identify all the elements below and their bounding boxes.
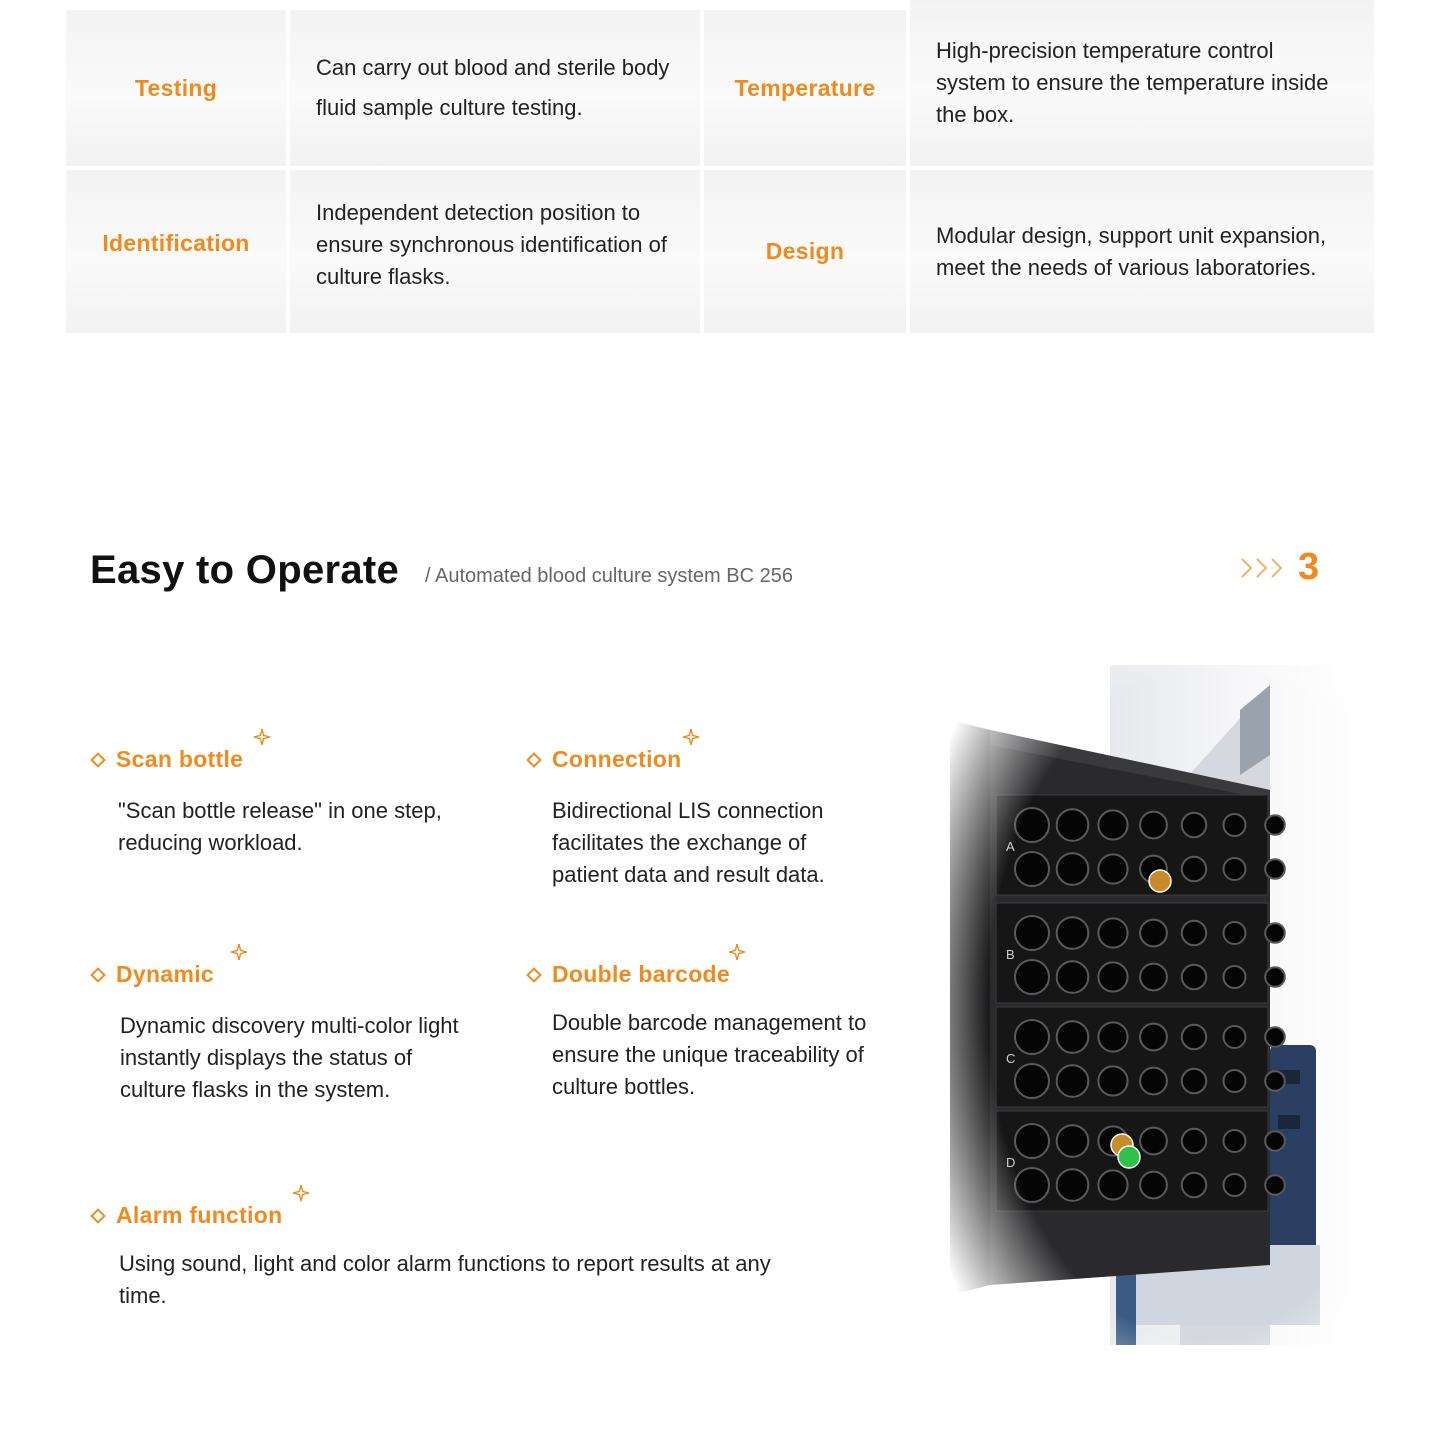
- spec-value-temperature: High-precision temperature control system to ensure the temperature inside the box.: [936, 38, 1329, 127]
- spec-key-design: Design: [765, 238, 845, 264]
- spec-key-temperature: Temperature: [734, 74, 876, 101]
- feature-desc-alarm: Using sound, light and color alarm functions to report results at any time.: [119, 1251, 771, 1308]
- spec-key-cell: [66, 10, 286, 166]
- spec-key-cell: [66, 170, 286, 333]
- spec-key-identification: Identification: [102, 230, 250, 256]
- diamond-bullet-icon: [90, 1208, 106, 1224]
- sparkle-icon: [682, 728, 700, 746]
- diamond-bullet-icon: [90, 967, 106, 983]
- spec-value-cell: [290, 170, 700, 333]
- spec-key-cell: [704, 10, 906, 166]
- spec-value-cell: [910, 0, 1374, 166]
- feature-desc-connection: Bidirectional LIS connection facilitates the exchange of patient data and result data.: [552, 798, 825, 887]
- feature-desc-dynamic: Dynamic discovery multi-color light instantly displays the status of culture flasks in the system.: [120, 1013, 459, 1102]
- section-number-badge: [1240, 546, 1319, 589]
- sparkle-icon: [230, 943, 248, 961]
- section-subtitle: / Automated blood culture system BC 256: [425, 565, 793, 587]
- section-title: Easy to Operate: [90, 548, 400, 592]
- feature-title: Scan bottle: [116, 746, 244, 772]
- spec-key-cell: [704, 170, 906, 333]
- feature-connection: [526, 746, 682, 773]
- spec-key-testing: Testing: [134, 74, 218, 101]
- feature-desc-scan-bottle: "Scan bottle release" in one step, reducing workload.: [118, 798, 442, 855]
- spec-value-testing: Can carry out blood and sterile body fluid sample culture testing.: [316, 55, 670, 120]
- sparkle-icon: [292, 1184, 310, 1202]
- feature-double-barcode: [526, 961, 730, 988]
- spec-value-design: Modular design, support unit expansion, meet the needs of various laboratories.: [936, 222, 1327, 280]
- feature-title-row: [526, 746, 682, 773]
- feature-title-row: [90, 961, 214, 988]
- spec-value-cell: [910, 170, 1374, 333]
- diamond-bullet-icon: [526, 752, 542, 768]
- blood-culture-drawer-illustration: [940, 665, 1376, 1345]
- sparkle-icon: [253, 728, 271, 746]
- diamond-bullet-icon: [90, 752, 106, 768]
- feature-desc-double-barcode: Double barcode management to ensure the unique traceability of culture bottles.: [552, 1010, 867, 1099]
- spec-value-identification: Independent detection position to ensure synchronous identification of culture flasks.: [316, 199, 667, 289]
- feature-title: Alarm function: [116, 1202, 283, 1228]
- feature-scan-bottle: [90, 746, 243, 773]
- spec-value-cell: [290, 10, 700, 166]
- feature-title-row: [90, 1202, 282, 1229]
- feature-title: Double barcode: [552, 961, 731, 987]
- spec-table: [66, 0, 1374, 333]
- diamond-bullet-icon: [526, 967, 542, 983]
- sparkle-icon: [728, 943, 746, 961]
- feature-title-row: [90, 746, 243, 773]
- feature-title-row: [526, 961, 730, 988]
- section-number: 3: [1298, 546, 1320, 588]
- feature-dynamic: [90, 961, 214, 988]
- feature-alarm: [90, 1202, 282, 1229]
- triple-chevron-icon: [1240, 555, 1288, 581]
- feature-title: Connection: [552, 746, 682, 772]
- feature-title: Dynamic: [116, 961, 214, 987]
